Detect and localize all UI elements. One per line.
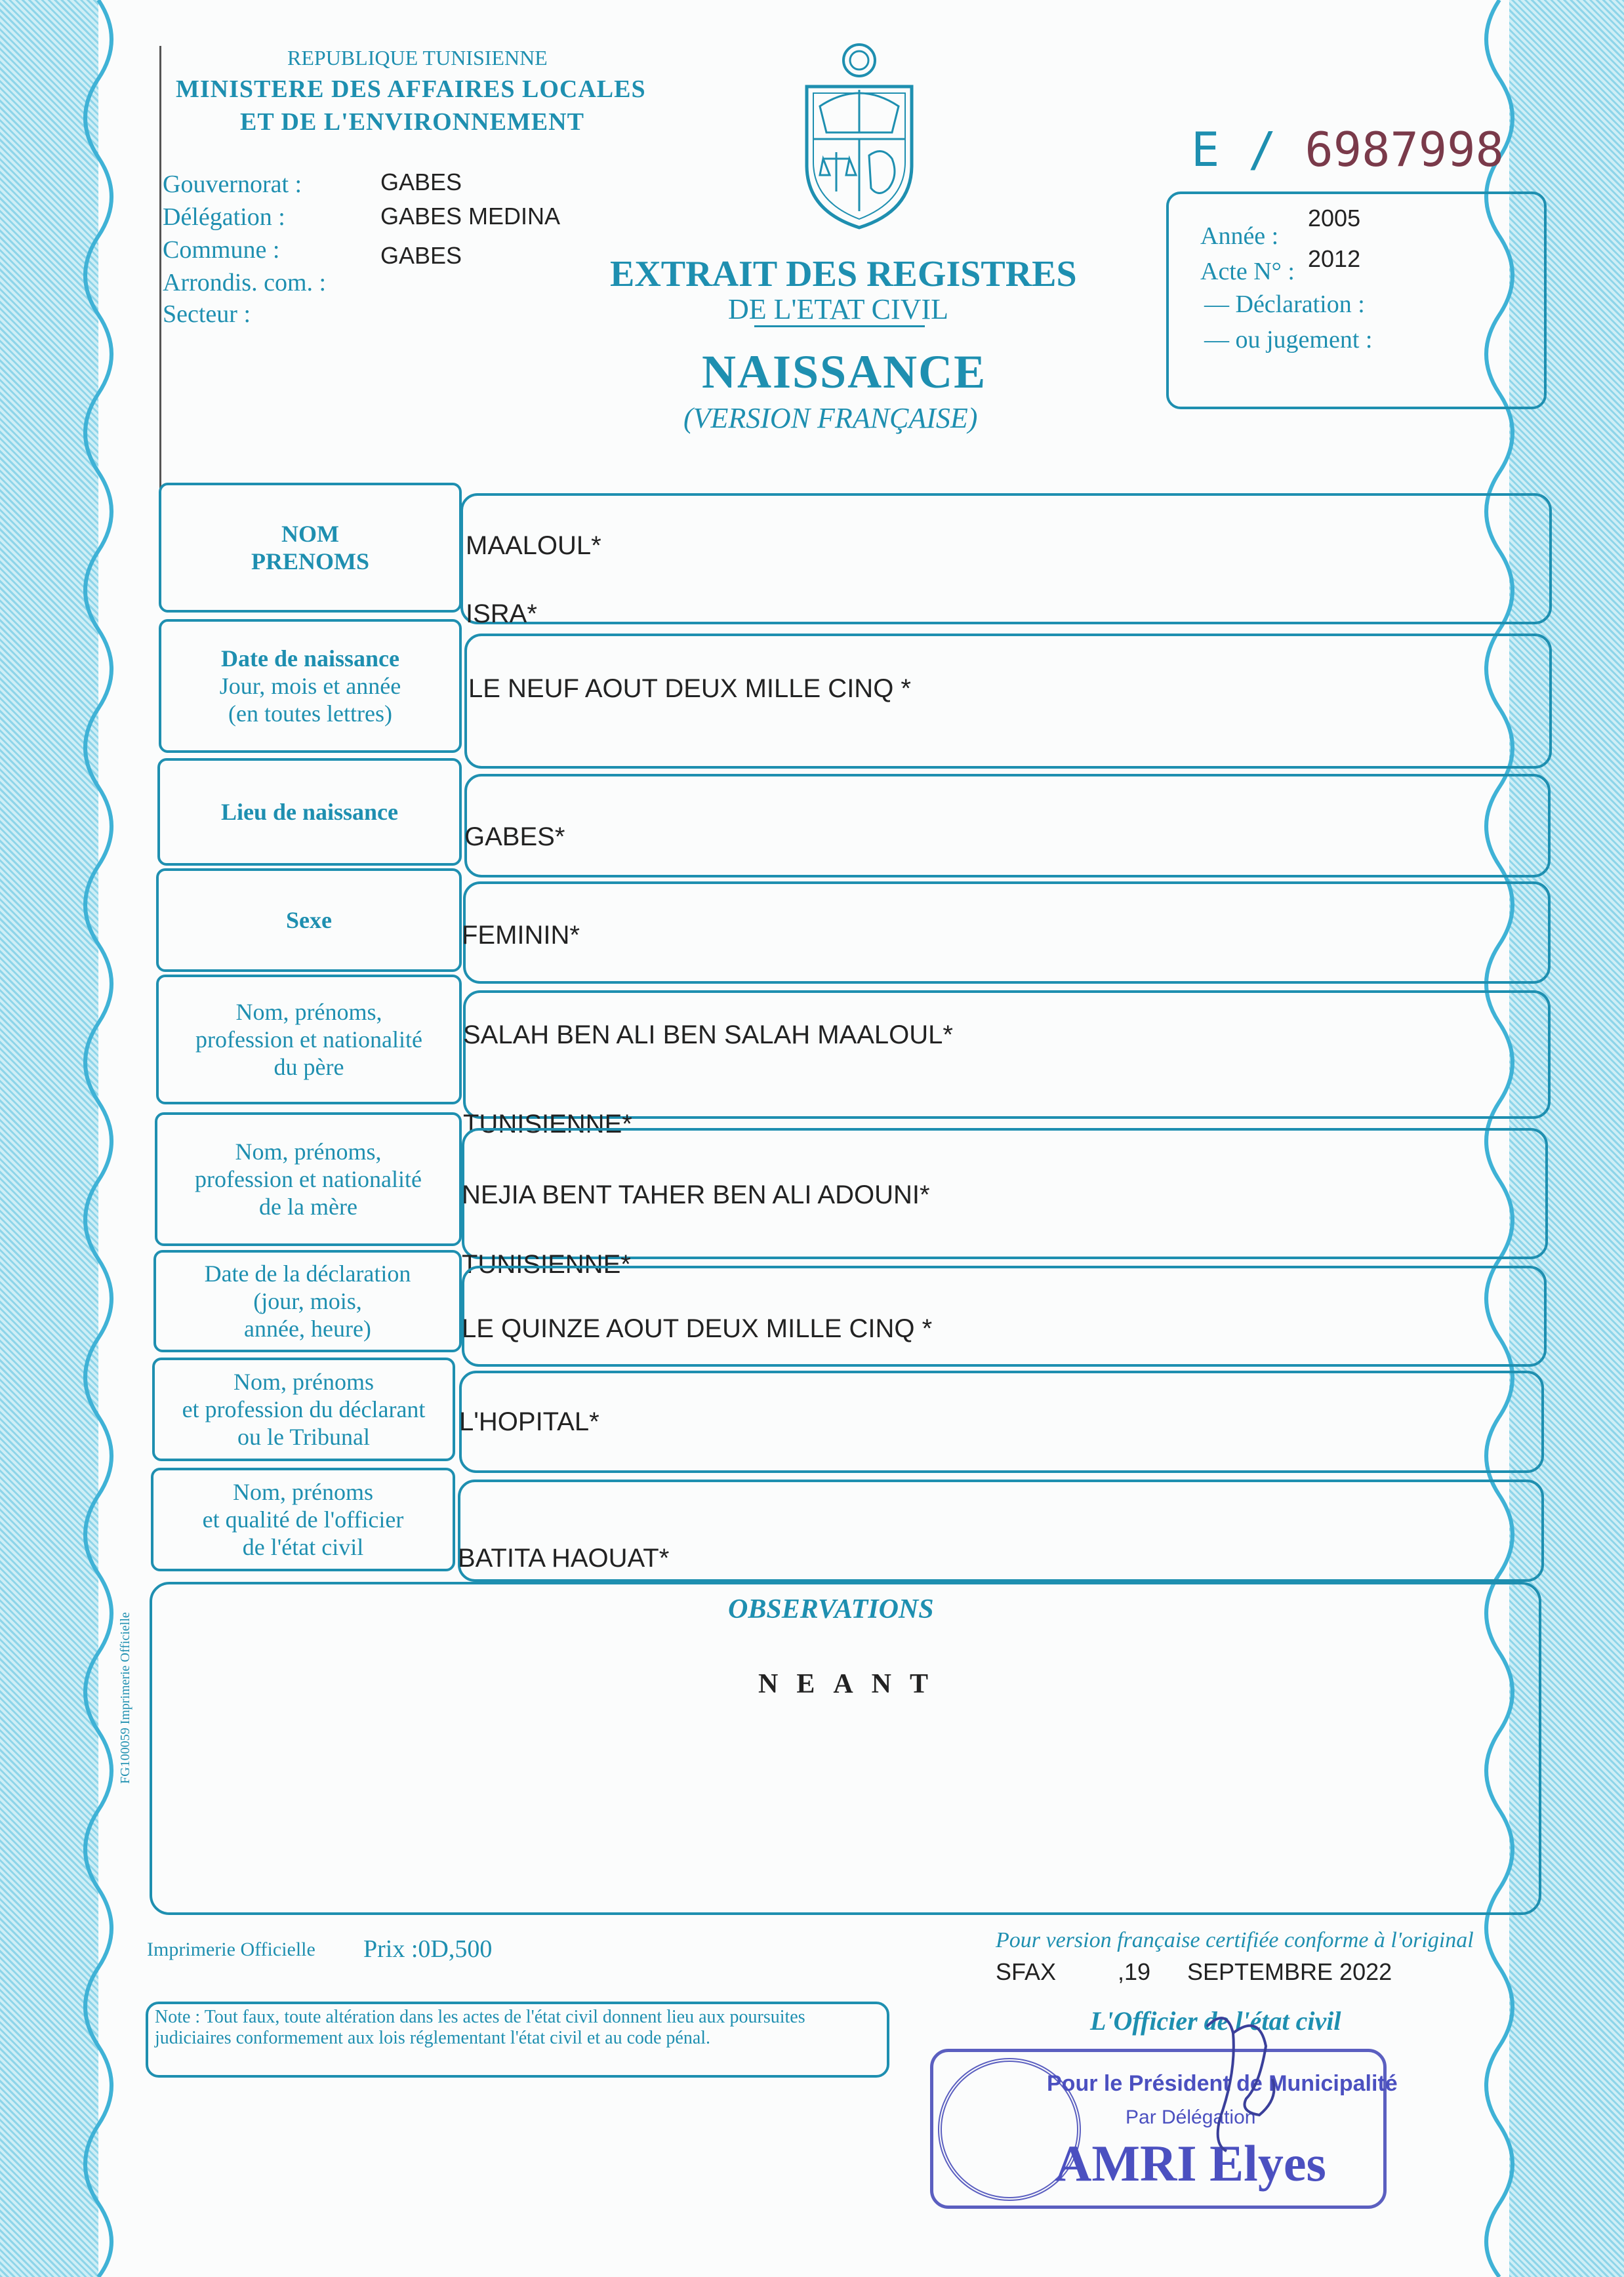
officier-label-3: de l'état civil [242,1534,364,1560]
jugement-label: — ou jugement : [1204,326,1373,353]
pere-label-1: Nom, prénoms, [235,999,382,1025]
mere-label-3: de la mère [259,1194,357,1220]
observations-title: OBSERVATIONS [728,1594,934,1624]
nom-label: NOM [281,521,339,547]
commune-label: Commune : [163,236,280,264]
pere-label-3: du père [274,1054,344,1080]
declarant-label-2: et profession du déclarant [182,1396,426,1422]
annee-value: 2005 [1308,205,1361,232]
officier-label-2: et qualité de l'officier [202,1506,404,1533]
republic-heading: REPUBLIQUE TUNISIENNE [287,46,548,70]
lieu-value-box [464,774,1551,877]
date-day-value: ,19 [1118,1958,1151,1985]
imprimerie-label: Imprimerie Officielle [147,1939,315,1960]
declarant-value: L'HOPITAL* [459,1407,599,1436]
delegation-label: Délégation : [163,203,285,231]
declaration-date-label-box [153,1250,462,1352]
observations-value: NEANT [758,1669,947,1699]
certification-text: Pour version française certifiée conforme à l'original [996,1928,1474,1952]
gouvernorat-label: Gouvernorat : [163,171,302,198]
nom-value-box [460,493,1552,624]
sexe-label-box [156,868,462,972]
officier-label-1: Nom, prénoms [233,1479,373,1505]
secteur-label: Secteur : [163,300,251,328]
document-subtitle: DE L'ETAT CIVIL [728,293,948,325]
sexe-label: Sexe [286,907,332,933]
declaration-date-label-3: année, heure) [244,1316,371,1342]
serial-prefix: E / [1191,122,1277,177]
declaration-date-value: LE QUINZE AOUT DEUX MILLE CINQ * [462,1314,933,1343]
handwritten-signature [1181,2000,1299,2171]
sexe-value-box [463,881,1551,984]
mere-label-1: Nom, prénoms, [235,1138,382,1165]
arrondissement-label: Arrondis. com. : [163,269,327,296]
pere-nationality: TUNISIENNE* [463,1110,632,1138]
place-value: SFAX [996,1958,1057,1985]
side-print-code: FG100059 Imprimerie Officielle [118,1612,132,1784]
acte-label: Acte N° : [1200,258,1295,285]
nom-label-box [159,483,462,613]
pere-label-2: profession et nationalité [195,1026,422,1053]
serial-number [1191,122,1504,177]
date-month-year-value: SEPTEMBRE 2022 [1187,1958,1392,1985]
dob-label: Date de naissance [221,645,399,672]
commune-value: GABES [380,242,462,269]
sexe-value: FEMININ* [462,921,580,950]
stamp-line-1: Pour le Président de Municipalité [1047,2071,1398,2096]
officier-value: BATITA HAOUAT* [458,1544,670,1573]
prenoms-label: PRENOMS [251,548,369,574]
annee-label: Année : [1200,222,1279,250]
lieu-label-box [157,758,462,866]
ministry-heading-2: ET DE L'ENVIRONNEMENT [240,108,584,136]
nom-value: MAALOUL* [466,531,601,560]
observations-box [150,1582,1541,1915]
dob-value: LE NEUF AOUT DEUX MILLE CINQ * [468,674,911,703]
dob-sublabel-2: (en toutes lettres) [228,700,392,727]
lieu-label: Lieu de naissance [220,799,399,825]
mere-nationality: TUNISIENNE* [462,1250,631,1279]
serial-value: 6987998 [1305,122,1504,177]
ministry-heading-1: MINISTERE DES AFFAIRES LOCALES [176,75,646,103]
officier-label-box [151,1468,455,1571]
legal-note: Note : Tout faux, toute altération dans les actes de l'état civil donnent lieu aux poursuites judiciaires conformement aux lois réglementant l'état civil et au code pénal. [155,2007,805,2048]
mere-label-box [155,1112,462,1246]
mere-value: NEJIA BENT TAHER BEN ALI ADOUNI* [462,1180,930,1209]
officer-title: L'Officier de l'état civil [1090,2006,1341,2036]
document-title: EXTRAIT DES REGISTRES [610,254,1077,294]
gouvernorat-value: GABES [380,169,462,195]
delegation-value: GABES MEDINA [380,203,561,230]
margin-rule [159,46,161,531]
declarant-label-3: ou le Tribunal [237,1424,371,1450]
prix-label: Prix :0D,500 [363,1935,493,1963]
acte-value: 2012 [1308,245,1361,272]
lieu-value: GABES* [464,822,565,851]
declaration-date-label-2: (jour, mois, [253,1288,362,1314]
pere-value-box [463,990,1551,1119]
dob-sublabel: Jour, mois et année [219,673,401,699]
declaration-date-label-1: Date de la déclaration [204,1260,411,1287]
mere-label-2: profession et nationalité [195,1166,422,1192]
dob-label-box [159,619,462,753]
prenom-value: ISRA* [466,599,537,628]
pere-value: SALAH BEN ALI BEN SALAH MAALOUL* [463,1020,953,1049]
declaration-label: — Déclaration : [1204,291,1365,318]
tunisia-emblem-icon [794,41,925,231]
version-label: (VERSION FRANÇAISE) [683,402,978,434]
naissance-title: NAISSANCE [702,346,987,398]
declarant-label-box [152,1358,455,1461]
pere-label-box [156,975,462,1104]
stamp-name: AMRI Elyes [1055,2135,1326,2192]
stamp-line-2: Par Délégation [1126,2106,1256,2128]
wave-pattern-left [72,0,125,2277]
declarant-label-1: Nom, prénoms [233,1369,374,1395]
title-underline [754,325,925,327]
declarant-value-box [459,1371,1544,1473]
